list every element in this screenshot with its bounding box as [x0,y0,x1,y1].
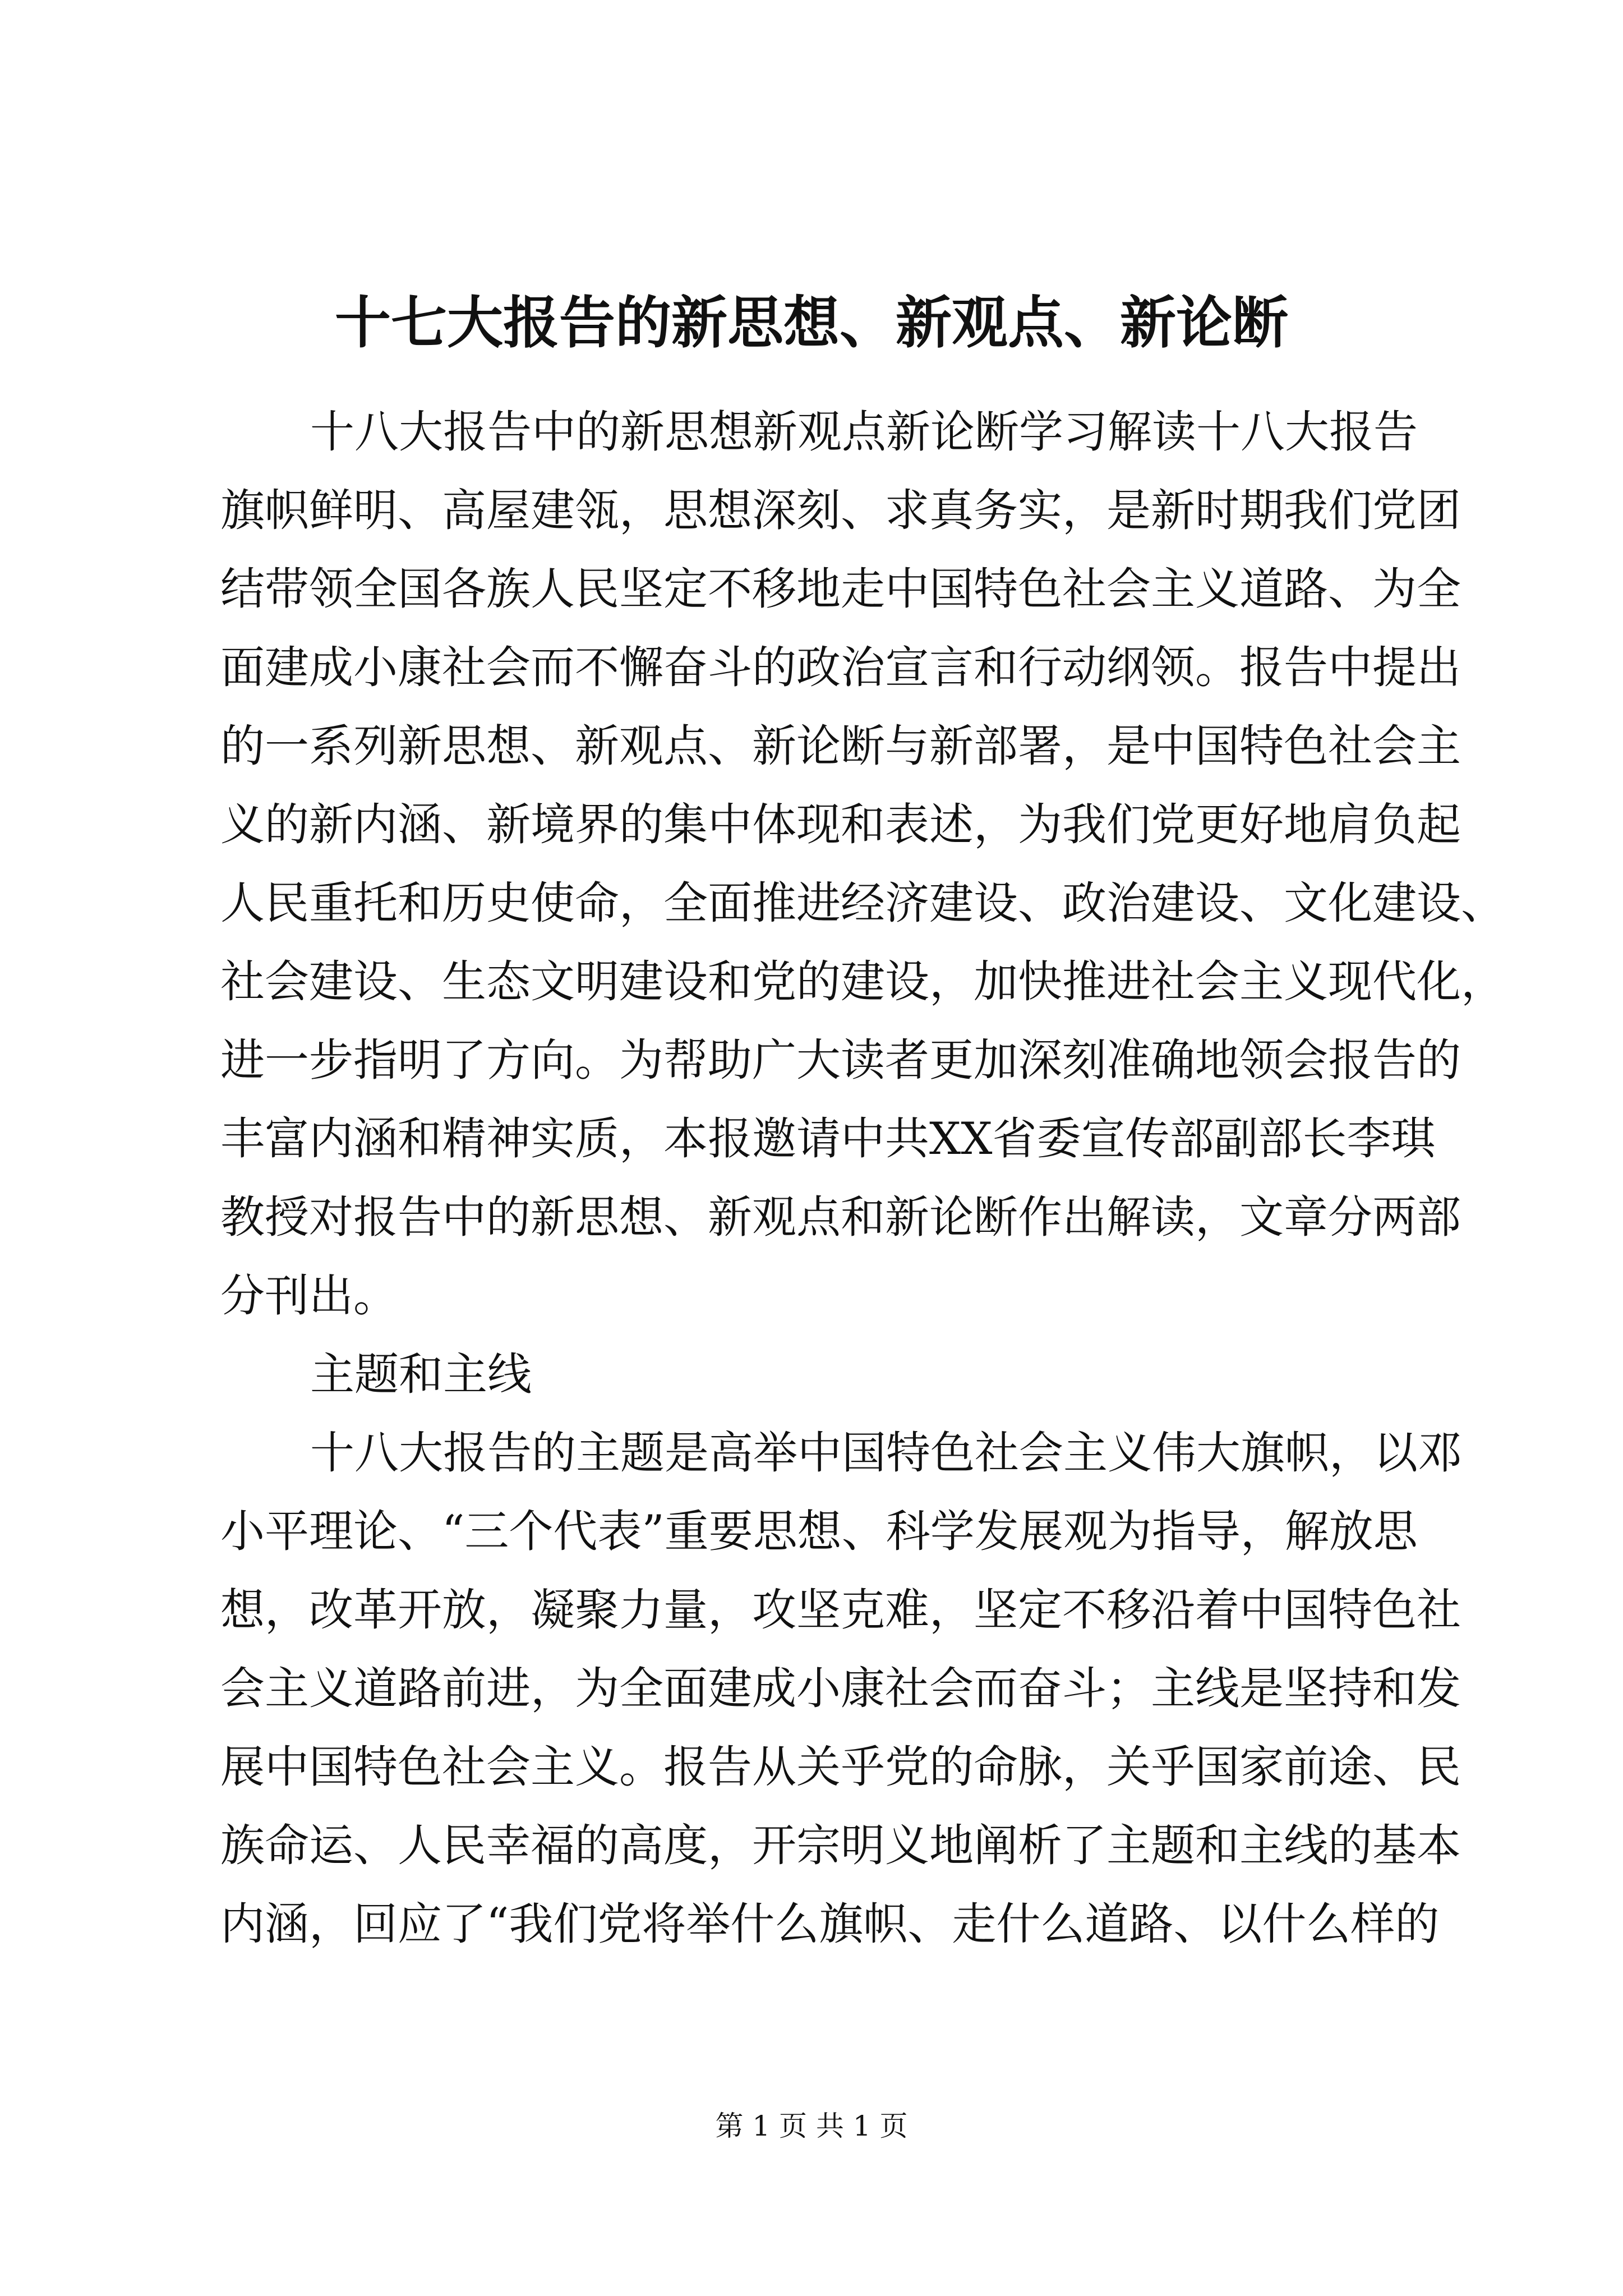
paragraph-line: 结带领全国各族人民坚定不移地走中国特色社会主义道路、为全 [220,563,1461,615]
paragraph-line: 小平理论、“三个代表”重要思想、科学发展观为指导，解放思 [220,1506,1418,1557]
paragraph-line: 的一系列新思想、新观点、新论断与新部署，是中国特色社会主 [220,720,1461,772]
paragraph-line: 教授对报告中的新思想、新观点和新论断作出解读，文章分两部 [220,1191,1461,1243]
section-heading: 主题和主线 [310,1349,532,1400]
document-title: 十七大报告的新思想、新观点、新论断 [335,289,1288,356]
paragraph-line: 会主义道路前进，为全面建成小康社会而奋斗；主线是坚持和发 [220,1663,1461,1714]
paragraph-line: 丰富内涵和精神实质，本报邀请中共XX省委宣传部副部长李琪 [220,1113,1436,1165]
paragraph-line: 十八大报告中的新思想新观点新论断学习解读十八大报告 [310,406,1418,458]
paragraph-line: 展中国特色社会主义。报告从关乎党的命脉，关乎国家前途、民 [220,1741,1461,1793]
page-number-footer: 第 1 页 共 1 页 [715,2110,908,2142]
paragraph-line: 义的新内涵、新境界的集中体现和表述，为我们党更好地肩负起 [220,799,1461,850]
paragraph-line: 旗帜鲜明、高屋建瓴，思想深刻、求真务实，是新时期我们党团 [220,485,1461,536]
paragraph-line: 内涵，回应了“我们党将举什么旗帜、走什么道路、以什么样的 [220,1898,1440,1950]
paragraph-line: 进一步指明了方向。为帮助广大读者更加深刻准确地领会报告的 [220,1034,1461,1086]
paragraph-line: 人民重托和历史使命，全面推进经济建设、政治建设、文化建设、 [220,877,1505,929]
paragraph-line: 社会建设、生态文明建设和党的建设，加快推进社会主义现代化， [220,956,1505,1007]
paragraph-line: 分刊出。 [220,1270,398,1322]
paragraph-line: 面建成小康社会而不懈奋斗的政治宣言和行动纲领。报告中提出 [220,642,1461,693]
paragraph-line: 族命运、人民幸福的高度，开宗明义地阐析了主题和主线的基本 [220,1820,1461,1871]
paragraph-line: 想，改革开放，凝聚力量，攻坚克难，坚定不移沿着中国特色社 [220,1584,1461,1636]
paragraph-line: 十八大报告的主题是高举中国特色社会主义伟大旗帜，以邓 [310,1427,1462,1479]
